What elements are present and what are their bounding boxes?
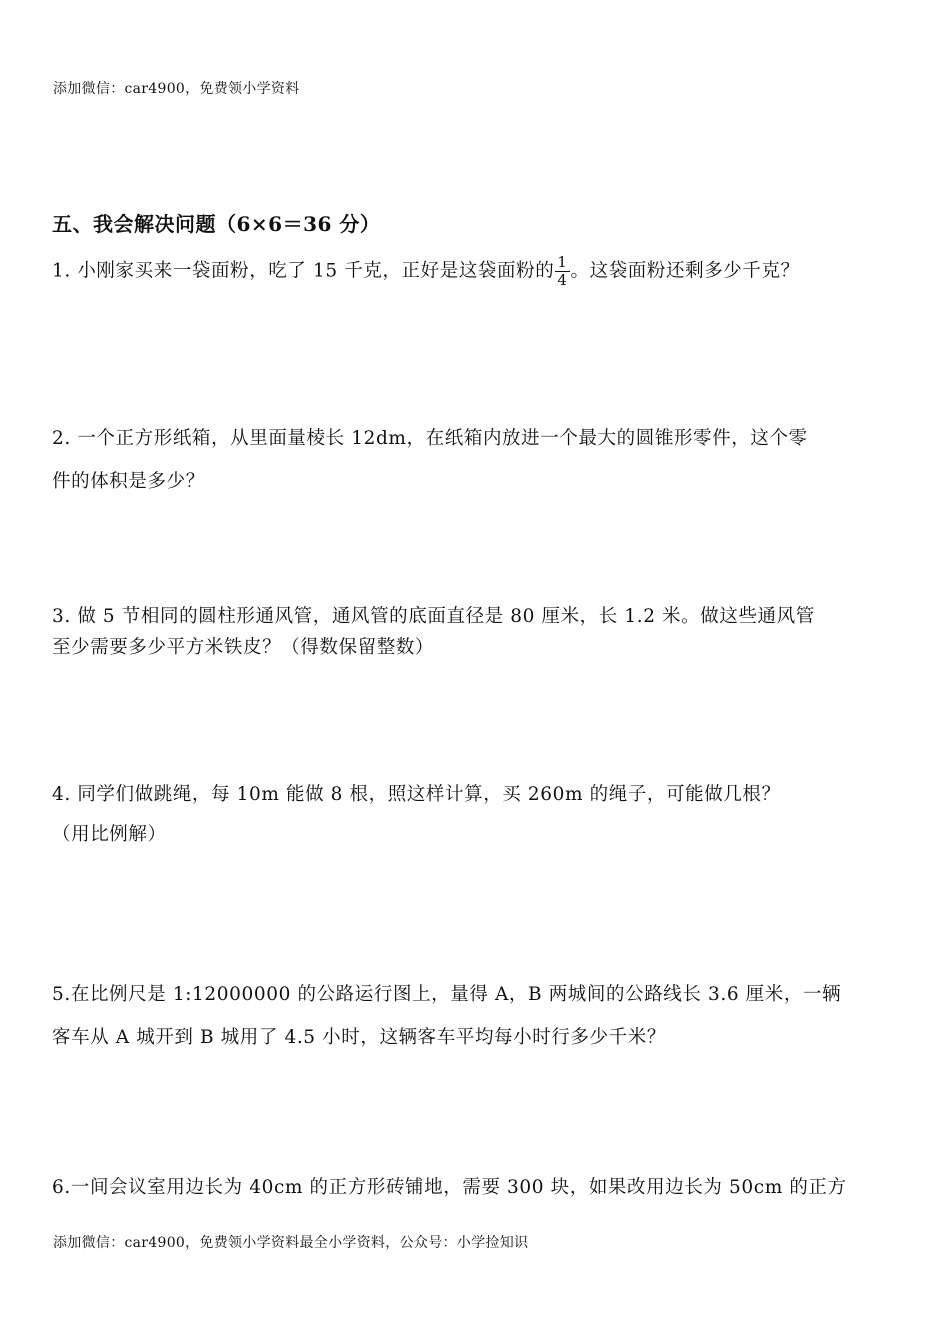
question-6-line-1: 6.一间会议室用边长为 40cm 的正方形砖铺地，需要 300 块，如果改用边长为 50cm 的正方 xyxy=(52,1177,847,1198)
question-2-line-2: 件的体积是多少？ xyxy=(52,471,205,492)
question-1-text-before: 1. 小刚家买来一袋面粉，吃了 15 千克，正好是这袋面粉的 xyxy=(52,260,555,282)
question-3-line-1: 3. 做 5 节相同的圆柱形通风管，通风管的底面直径是 80 厘米，长 1.2 米。做这些通风管 xyxy=(52,606,815,627)
fraction xyxy=(555,254,569,289)
question-5-line-1: 5.在比例尺是 1:12000000 的公路运行图上，量得 A，B 两城间的公路线长 3.6 厘米，一辆 xyxy=(52,984,842,1005)
question-5-line-2: 客车从 A 城开到 B 城用了 4.5 小时，这辆客车平均每小时行多少千米？ xyxy=(52,1027,666,1048)
question-1 xyxy=(52,254,800,289)
header-note: 添加微信：car4900，免费领小学资料 xyxy=(53,81,300,97)
question-1-text-after: 。这袋面粉还剩多少千克？ xyxy=(570,260,800,282)
question-4-line-1: 4. 同学们做跳绳，每 10m 能做 8 根，照这样计算，买 260m 的绳子，可能做几根？ xyxy=(52,784,781,805)
question-2-line-1: 2. 一个正方形纸箱，从里面量棱长 12dm，在纸箱内放进一个最大的圆锥形零件，这个零 xyxy=(52,428,808,449)
footer-note: 添加微信：car4900，免费领小学资料最全小学资料，公众号：小学捡知识 xyxy=(53,1235,529,1251)
question-3-line-2: 至少需要多少平方米铁皮？（得数保留整数） xyxy=(52,637,435,658)
fraction-denominator: 4 xyxy=(557,271,568,289)
fraction-numerator: 1 xyxy=(557,253,568,271)
section-title: 五、我会解决问题（6×6＝36 分） xyxy=(52,212,381,236)
question-4-line-2: （用比例解） xyxy=(52,824,167,845)
